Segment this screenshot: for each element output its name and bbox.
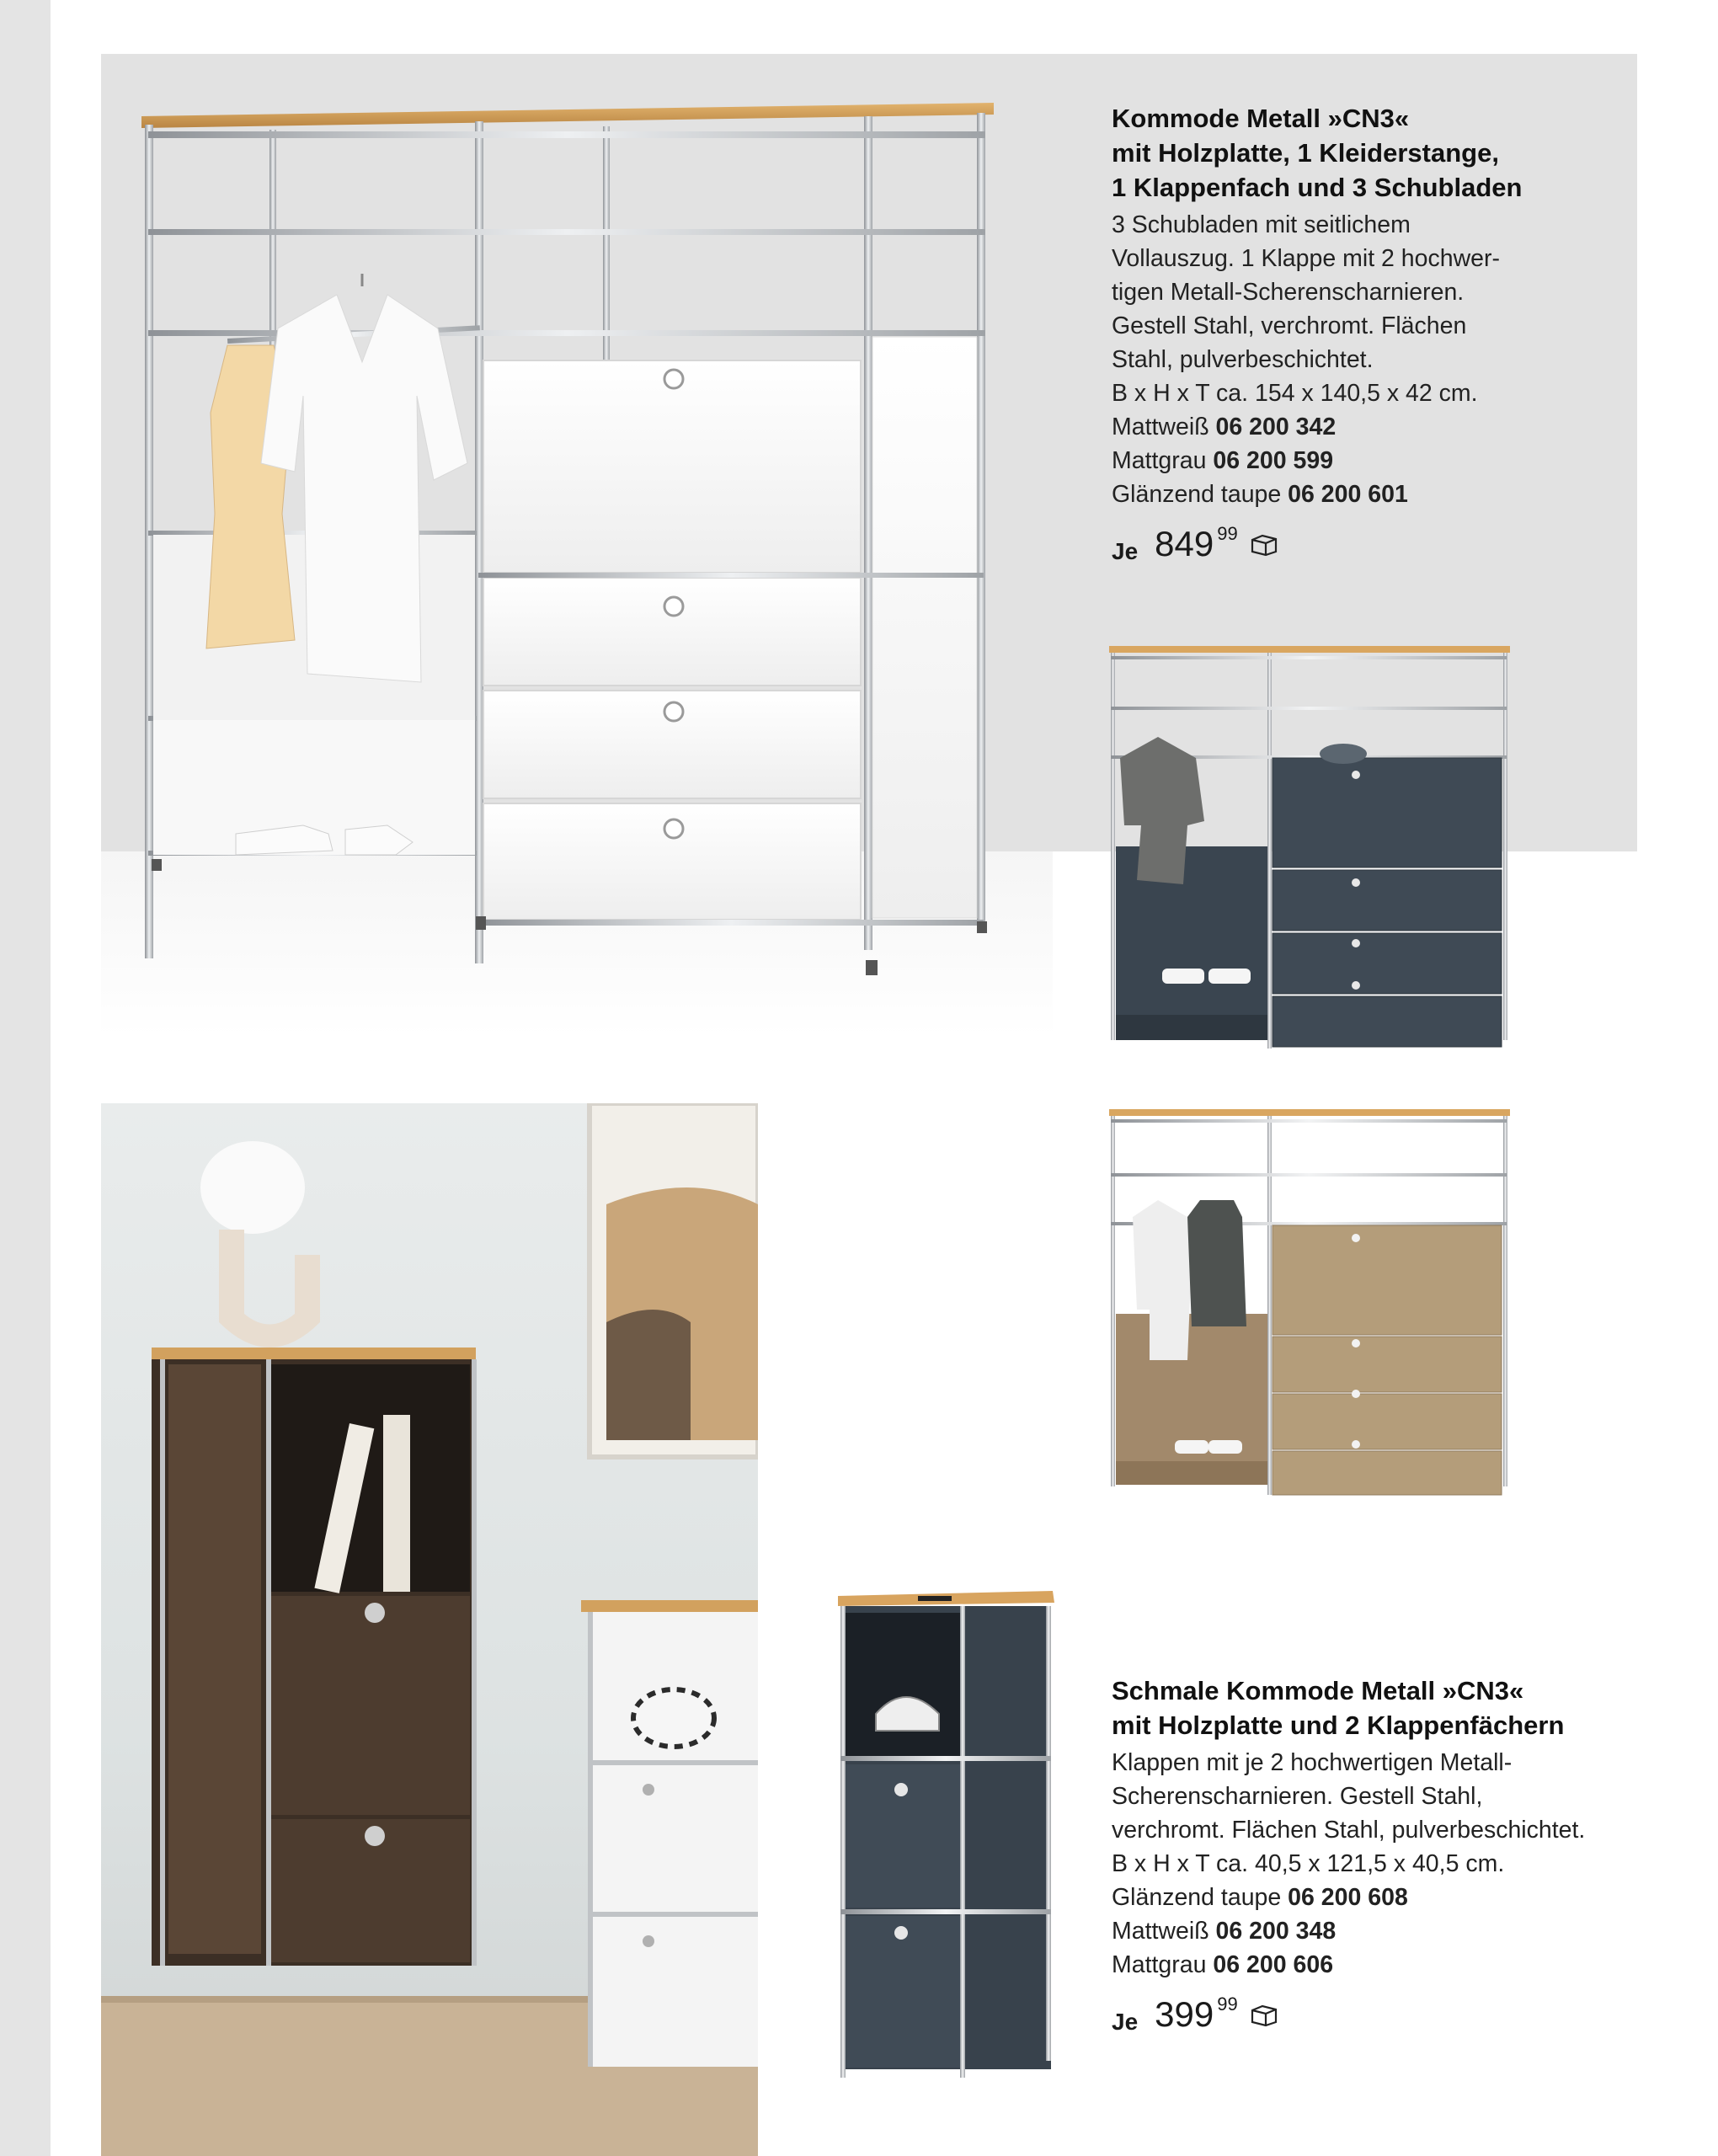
title-line: mit Holzplatte und 2 Klappenfächern [1112, 1710, 1565, 1740]
price [1112, 1993, 1651, 2036]
product-description [1112, 1746, 1651, 1881]
description-line: B x H x T ca. 154 x 140,5 x 42 cm. [1112, 380, 1478, 407]
price-main: 399 [1155, 1994, 1214, 2034]
variant-code: 06 200 342 [1215, 414, 1337, 440]
description-line: Scherenscharnieren. Gestell Stahl, [1112, 1783, 1483, 1810]
variant-color: Glänzend taupe [1112, 481, 1282, 508]
title-line: Kommode Metall »CN3« [1112, 104, 1410, 133]
price-cents: 99 [1217, 523, 1238, 544]
variant-code: 06 200 608 [1288, 1884, 1408, 1911]
product-title [1112, 101, 1651, 205]
product-description [1112, 208, 1651, 410]
variant-list [1112, 410, 1651, 511]
variant-image-taupe-cn3 [1107, 1107, 1512, 1503]
product-info-wardrobe [1112, 101, 1651, 565]
price-prefix: Je [1112, 2009, 1139, 2035]
page-edge-strip [0, 0, 51, 2156]
description-line: Gestell Stahl, verchromt. Flächen [1112, 312, 1467, 339]
variant-row [1112, 478, 1651, 511]
price-main: 849 [1155, 524, 1214, 563]
lifestyle-scene [101, 1103, 758, 2156]
title-line: mit Holzplatte, 1 Kleiderstange, [1112, 138, 1499, 168]
variant-row [1112, 1948, 1651, 1982]
lifestyle-photo [101, 1103, 758, 2156]
title-line: 1 Klappenfach und 3 Schubladen [1112, 173, 1523, 202]
price-prefix: Je [1112, 538, 1139, 564]
package-delivery-icon [1250, 533, 1278, 557]
description-line: Vollauszug. 1 Klappe mit 2 hochwer- [1112, 245, 1501, 272]
variant-color: Glänzend taupe [1112, 1884, 1282, 1911]
variant-code: 06 200 348 [1215, 1918, 1337, 1945]
variant-code: 06 200 601 [1288, 481, 1408, 508]
variant-color: Mattweiß [1112, 1918, 1209, 1945]
variant-row [1112, 1914, 1651, 1948]
package-delivery-icon [1250, 2004, 1278, 2027]
variant-list [1112, 1881, 1651, 1982]
hero-image-white-cn3-wardrobe [135, 93, 1019, 1002]
variant-color: Mattweiß [1112, 414, 1209, 440]
description-line: verchromt. Flächen Stahl, pulverbeschichtet. [1112, 1817, 1586, 1844]
variant-row [1112, 410, 1651, 444]
price-cents: 99 [1217, 1993, 1238, 2015]
variant-image-grey-cn3 [1107, 644, 1512, 1057]
variant-color: Mattgrau [1112, 447, 1207, 474]
variant-image-narrow-grey [834, 1588, 1061, 2084]
description-line: tigen Metall-Scherenscharnieren. [1112, 279, 1465, 306]
price [1112, 523, 1651, 565]
variant-color: Mattgrau [1112, 1951, 1207, 1978]
description-line: Klappen mit je 2 hochwertigen Metall- [1112, 1749, 1513, 1776]
variant-row [1112, 1881, 1651, 1914]
description-line: Stahl, pulverbeschichtet. [1112, 346, 1374, 373]
variant-code: 06 200 606 [1213, 1951, 1334, 1978]
description-line: 3 Schubladen mit seitlichem [1112, 211, 1411, 238]
title-line: Schmale Kommode Metall »CN3« [1112, 1676, 1524, 1705]
variant-row [1112, 444, 1651, 478]
variant-code: 06 200 599 [1213, 447, 1334, 474]
description-line: B x H x T ca. 40,5 x 121,5 x 40,5 cm. [1112, 1850, 1505, 1877]
product-title [1112, 1673, 1651, 1742]
product-info-narrow-chest [1112, 1673, 1651, 2036]
